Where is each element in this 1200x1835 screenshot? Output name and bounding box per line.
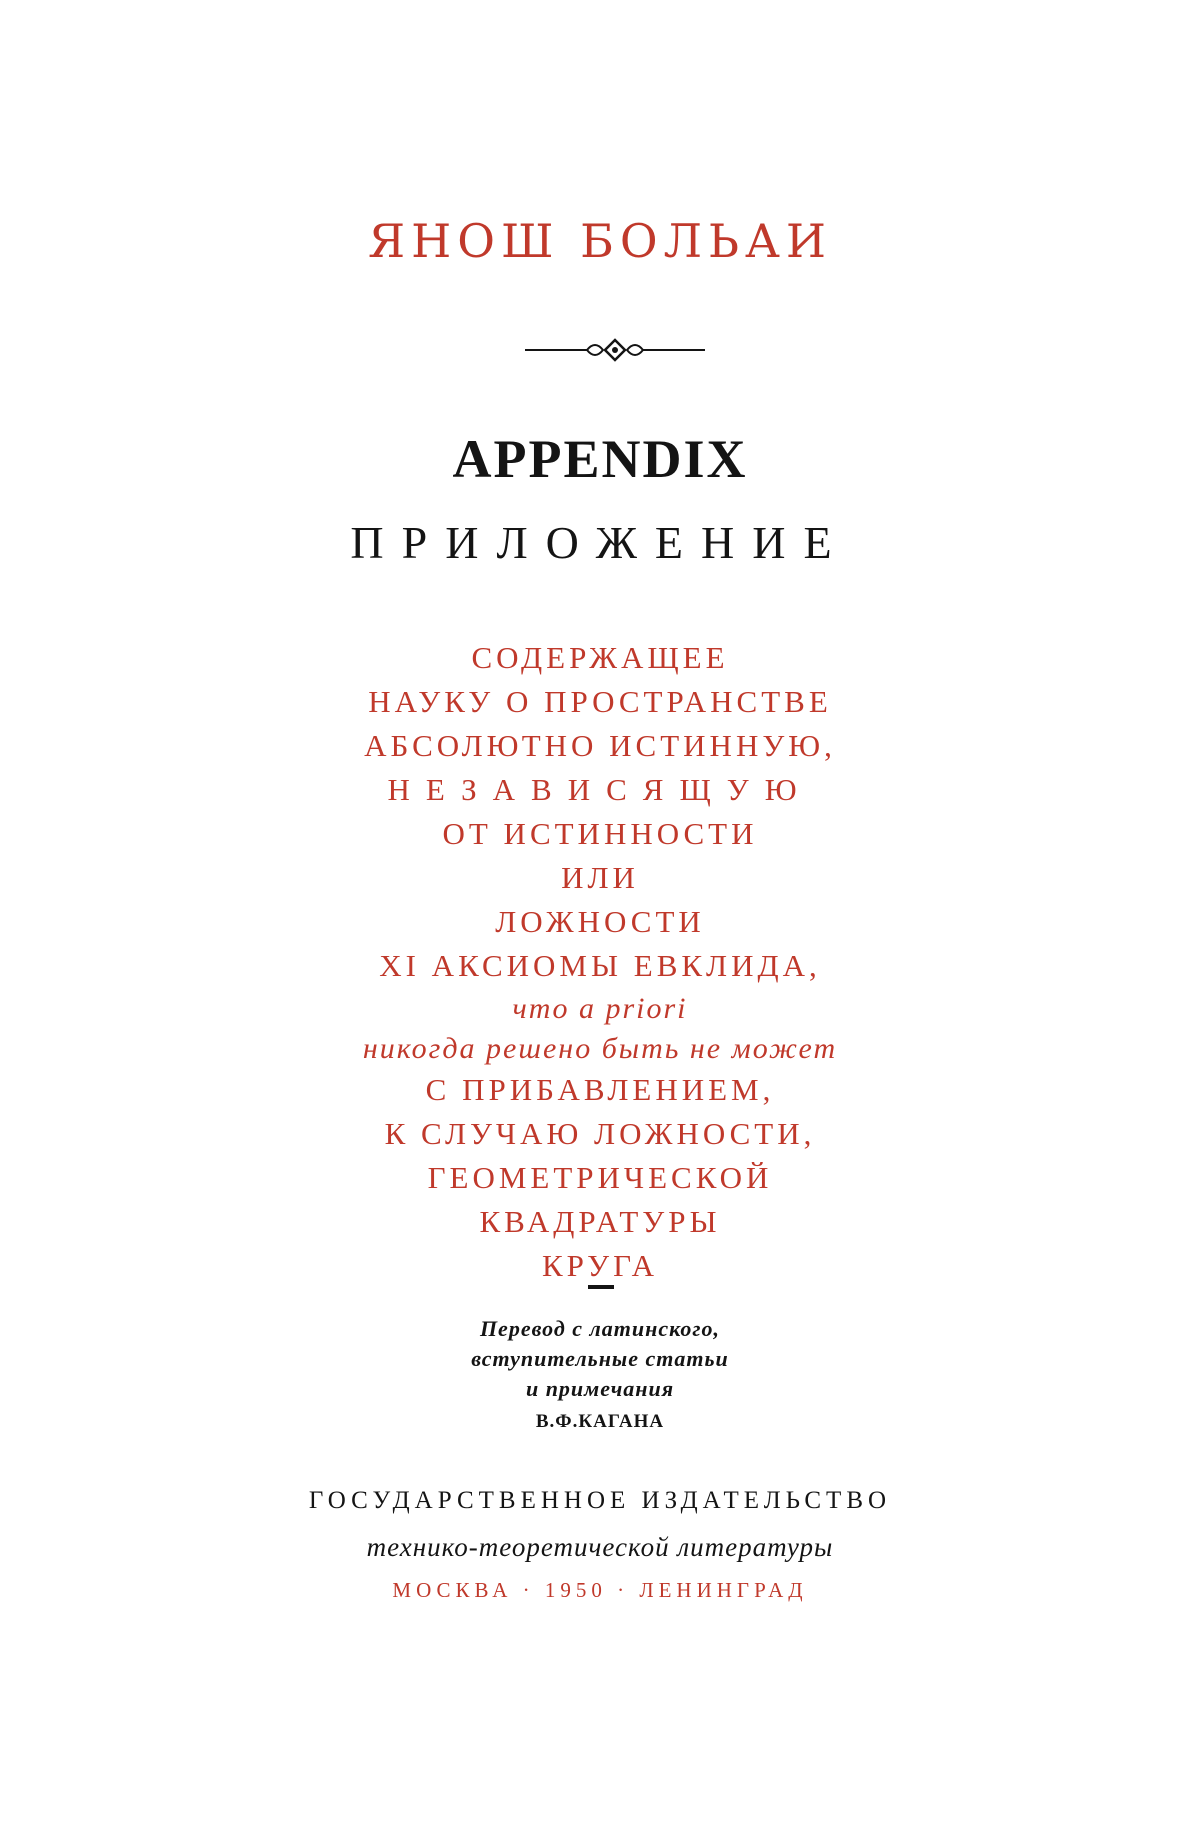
subtitle-line: ИЛИ	[561, 860, 639, 895]
subtitle-line: АБСОЛЮТНО ИСТИННУЮ,	[364, 728, 836, 763]
author-name: ЯНОШ БОЛЬАИ	[368, 214, 832, 268]
title-latin: APPENDIX	[452, 429, 748, 489]
separator-dash	[588, 1285, 614, 1289]
subtitle-line: ГЕОМЕТРИЧЕСКОЙ	[427, 1160, 773, 1195]
subtitle-line: НЕЗАВИСЯЩУЮ	[387, 772, 813, 807]
subtitle-line: С ПРИБАВЛЕНИЕМ,	[425, 1072, 775, 1107]
translator-name: В.Ф.КАГАНА	[535, 1411, 665, 1432]
subtitle-line: НАУКУ О ПРОСТРАНСТВЕ	[368, 684, 832, 719]
imprint-line: МОСКВА · 1950 · ЛЕНИНГРАД	[392, 1578, 808, 1602]
subtitle-line: ОТ ИСТИННОСТИ	[442, 816, 758, 851]
title-russian: ПРИЛОЖЕНИЕ	[350, 517, 850, 568]
subtitle-line: XI АКСИОМЫ ЕВКЛИДА,	[379, 948, 821, 983]
italic-line: что a priori	[512, 992, 688, 1025]
subtitle-line: КВАДРАТУРЫ	[479, 1204, 721, 1239]
subtitle-line: КРУГА	[541, 1248, 659, 1283]
publisher-subtitle: технико-теоретической литературы	[366, 1532, 834, 1562]
subtitle-line: СОДЕРЖАЩЕЕ	[471, 640, 729, 675]
subtitle-line: К СЛУЧАЮ ЛОЖНОСТИ,	[384, 1116, 816, 1151]
translator-line: и примечания	[525, 1376, 675, 1401]
italic-line: никогда решено быть не может	[362, 1032, 838, 1065]
translator-line: Перевод с латинского,	[479, 1316, 721, 1341]
ornament-divider	[525, 330, 705, 370]
subtitle-line: ЛОЖНОСТИ	[495, 904, 705, 939]
translator-line: вступительные статьи	[471, 1346, 729, 1371]
publisher-name: ГОСУДАРСТВЕННОЕ ИЗДАТЕЛЬСТВО	[308, 1487, 892, 1514]
